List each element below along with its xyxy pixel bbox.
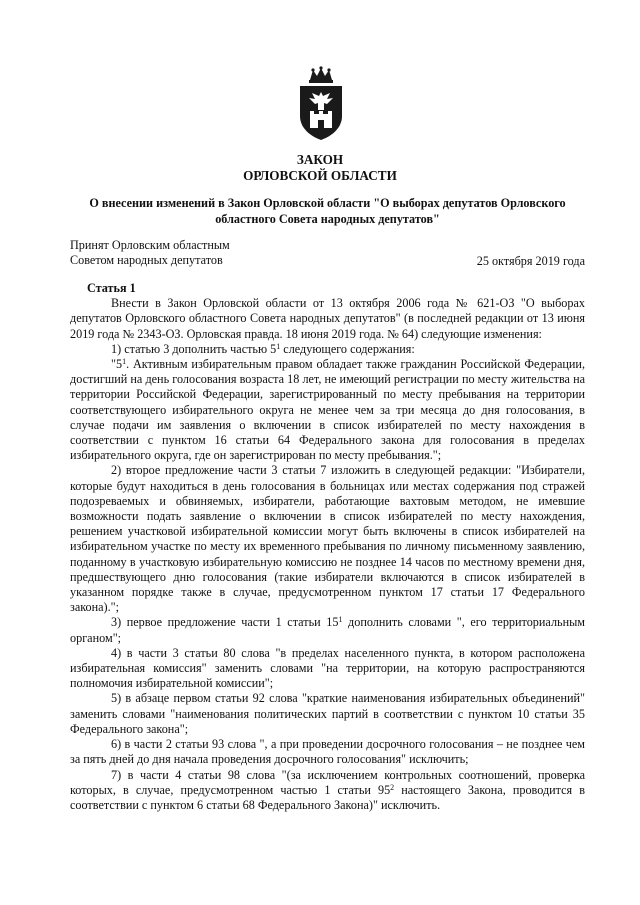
article-body [70,281,585,813]
amendment-item-7 [70,768,585,814]
item7-superscript: 2 [390,782,395,792]
article-heading: Статья 1 [87,281,136,295]
item3-text-b: дополнить словами ", его территориальным органом"; [70,615,586,645]
adoption-line2: Советом народных депутатов [70,253,223,268]
amendment-item-5: 5) в абзаце первом статьи 92 слова "краткие наименования избирательных объединений" заменить словами "наименования политических партий в соответствии с пунктом 10 статьи 35 Федерального закона"; [70,691,585,736]
law-subject: О внесении изменений в Закон Орловской области "О выборах депутатов Орловского областного Совета народных депутатов" [89,196,566,226]
item3-text-a: 3) первое предложение части 1 статьи 15 [111,615,339,630]
item7-text-b: настоящего Закона, проводится в соответствии с пунктом 6 статьи 68 Федерального Закона)" исключить. [70,782,585,812]
adoption-line1: Принят Орловским областным [70,238,230,252]
item3-superscript: 1 [338,615,343,625]
document-title-line1: ЗАКОН [296,152,344,167]
document-title-line2: ОРЛОВСКОЙ ОБЛАСТИ [243,168,397,183]
quote-text-a: "5 [111,357,123,372]
item7-text-a: 7) в части 4 статьи 98 слова "(за исключением контрольных соотношений, проверка которых, в случае, предусмотренном частью 1 статьи 95 [70,767,585,797]
adoption-date: 25 октября 2019 года [476,253,585,268]
adoption-authority [70,238,320,268]
item1-text-a: 1) статью 3 дополнить частью 5 [111,341,277,356]
item1-superscript: 1 [276,341,281,351]
amendment-item-6: 6) в части 2 статьи 93 слова ", а при проведении досрочного голосования – не позднее чем за пять дней до дня начала проведения досрочного голосования" исключить; [70,737,585,767]
item1-text-b: следующего содержания: [280,341,415,356]
amendment-item-2: 2) второе предложение части 3 статьи 7 изложить в следующей редакции: "Избиратели, которые будут находиться в день голосования в больницах или местах содержания под стражей подозреваемых и обвиняемых, избиратели, работающие вахтовым методом, не имевшие возможности подать заявление о включении в список избирателей по месту нахождения, решением участковой избирательной комиссии могут быть включены в список избирателей на избирательном участке по месту их временного пребывания по личному письменному заявлению, поданному в участковую избирательную комиссию не позднее 14 часов по местному времени дня, предшествующего дню голосования (такие избиратели включаются в список избирателей в указанном порядке также в случае, предусмотренном пунктом 17 статьи 17 Федерального закона)."; [70,463,585,615]
quote-superscript: 1 [122,357,127,367]
amendment-item-1 [70,342,585,357]
amendment-item-4: 4) в части 3 статьи 80 слова "в пределах населенного пункта, в котором расположена избирательная комиссия" заменить словами "на территории, на которую распространяются полномочия избирательной комиссии"; [70,645,585,691]
amendment-quote-5-1 [70,357,585,463]
orel-region-coat-of-arms-icon [296,66,346,142]
amendment-item-3 [70,615,585,645]
quote-text-b: . Активным избирательным правом обладает также гражданин Российской Федерации, достигший на день голосования возраста 18 лет, не имеющий регистрации по месту жительства на территории Российской Федерации, зарегистрированный по месту пребывания на территории соответствующего избирательного округа не менее чем за три месяца до дня голосования, в случае подачи им заявления о включении в список избирателей по месту нахождения в соответствии с пунктом 16 статьи 64 Федерального закона для голосования в пределах избирательного округа, где он зарегистрирован по месту пребывания."; [70,357,585,463]
article-intro: Внести в Закон Орловской области от 13 октября 2006 года № 621-ОЗ "О выборах депутатов Орловского областного Совета народных депутатов" (в последней редакции от 13 июня 2019 года № 2343-ОЗ. Орловская правда. 18 июня 2019 года. № 64) следующие изменения: [70,296,585,341]
